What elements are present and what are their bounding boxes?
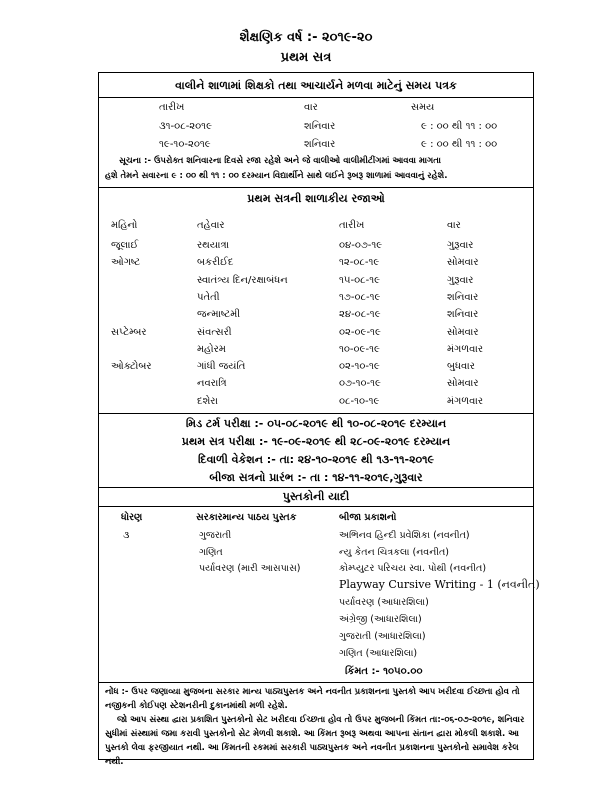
other-book: Playway Cursive Writing - 1 (નવનીત) [339,578,540,591]
other-book: ગુજરાતી (આધારશિલા) [339,631,426,642]
holiday-festival: બકરીઈદ [197,257,234,269]
meeting-title: વાલીને શાળામાં શિક્ષકો તથા આચાર્યને મળવા માટેનું સમય પત્રક [175,79,457,92]
divider [99,97,533,98]
other-book: પર્યાવરણ (આધારશિલા) [339,597,429,608]
divider [99,487,533,488]
holiday-day: ગુરૂવાર [447,240,474,251]
holiday-festival: સંવત્સરી [197,326,232,338]
other-book: અંગ્રેજી (આધારશિલા) [339,614,422,625]
holiday-festival: જન્માષ્ટમી [197,309,241,321]
holiday-festival: નવરાત્રિ [197,378,227,390]
holiday-month: ઓક્ટોબર [111,361,152,373]
books-price: કિંમત :- ૧૦૫૦.૦૦ [345,666,423,677]
other-book: અભિનવ હિન્દી પ્રવેશિકા (નવનીત) [339,530,470,541]
other-book: ગણિત (આધારશિલા) [339,648,418,659]
holiday-month: જૂલાઈ [111,240,139,251]
divider [99,187,533,188]
meeting-row-time: ૯ : ૦૦ થી ૧૧ : ૦૦ [421,121,498,132]
holiday-date: ૧૦-૦૯-૧૯ [339,343,380,355]
meeting-row-time: ૯ : ૦૦ થી ૧૧ : ૦૦ [421,139,498,150]
holiday-date: ૦૪-૦૭-૧૯ [339,240,383,251]
holiday-festival: ગાંધી જયંતિ [197,361,246,373]
meeting-note-line-1: સૂચના :- ઉપરોક્ત શનિવારના દિવસે રજા રહેશે અને જે વાલીઓ વાલીમીટીંગમાં આવવા માગતા [119,156,441,166]
page-title: શૈક્ષણિક વર્ષ :- ૨૦૧૯-૨૦ [239,30,373,45]
holiday-day: મંગળવાર [447,343,484,355]
meeting-header-time: સમય [411,102,435,113]
meeting-header-day: વાર [304,102,318,113]
holiday-day: સોમવાર [447,326,479,338]
holiday-day: ગુરૂવાર [447,274,474,286]
govt-book: ગુજરાતી [199,530,232,541]
holiday-date: ૦૨-૧૦-૧૯ [339,361,380,373]
holidays-header-day: વાર [447,220,461,231]
divider [99,682,533,683]
other-book: કોમ્પ્યુટર પરિચય સ્વા. પોથી (નવનીત) [339,563,487,574]
meeting-note-line-2: હશે તેમને સવારના ૯ : ૦૦ થી ૧૧ : ૦૦ દરમ્યાન વિદ્યાર્થીને સાથે લઈને રૂબરૂ શાળામાં આવવાનું રહેશે. [105,171,448,181]
holiday-date: ૧૭-૦૮-૧૯ [339,291,381,303]
holiday-day: સોમવાર [447,257,479,269]
meeting-row-day: શનિવાર [304,121,336,132]
holiday-festival: દશેરા [197,395,218,407]
holidays-title: પ્રથમ સત્રની શાળાકીય રજાઓ [247,192,385,205]
meeting-row-date: ૧૯-૧૦-૨૦૧૯ [159,139,211,150]
holiday-festival: રથયાત્રા [197,240,230,251]
books-header-standard: ધોરણ [121,512,143,523]
holiday-day: બુધવાર [447,361,475,373]
diwali-vacation: દિવાળી વેકેશન :- તા: ૨૪-૧૦-૨૦૧૯ થી ૧૩-૧૧-૨૦૧૯ [197,453,435,466]
holiday-date: ૦૭-૧૦-૧૯ [339,378,381,390]
holidays-header-festival: તહેવાર [197,220,225,231]
exam-first-term: પ્રથમ સત્ર પરીક્ષા :- ૧૯-૦૯-૨૦૧૯ થી ૨૮-૦૯-૨૦૧૯ દરમ્યાન [181,435,451,448]
meeting-row-date: ૩૧-૦૮-૨૦૧૯ [159,121,213,132]
holiday-date: ૧૫-૦૮-૧૯ [339,274,381,286]
meeting-header-date: તારીખ [159,102,185,113]
holiday-festival: સ્વાતંત્ર્ય દિન/રક્ષાબંધન [197,274,288,286]
term-title: પ્રથમ સત્ર [280,50,332,65]
govt-book: પર્યાવરણ (મારી આસપાસ) [199,563,301,574]
holiday-festival: પતેતી [197,291,220,303]
holiday-date: ૨૪-૦૮-૧૯ [339,309,381,321]
standard-value: ૩ [123,530,130,541]
books-title: પુસ્તકોની યાદી [282,490,350,503]
holiday-day: શનિવાર [447,309,479,321]
schedule-box [98,72,540,767]
divider [99,506,533,507]
holiday-date: ૦૮-૧૦-૧૯ [339,395,380,407]
second-term-start: બીજા સત્રનો પ્રારંભ :- તા : ૧૪-૧૧-૨૦૧૯,ગુરૂવાર [209,471,423,484]
holiday-day: શનિવાર [447,291,479,303]
holiday-month: ઓગષ્ટ [111,257,141,269]
govt-book: ગણિત [199,547,223,558]
divider [99,413,533,414]
holidays-header-month: મહિનો [111,220,138,231]
footer-note-1: નોંધ :- ઉપર જણાવ્યા મુજબના સરકાર માન્ય પાઠ્યપુસ્તક અને નવનીત પ્રકાશનના પુસ્તકો આપ ખરીદવા ઈચ્છતા હોવ તો નજીકની કોઈપણ સ્ટેશનરીની દુકાનમાંથી મળી રહેશે. [105,687,520,711]
exam-midterm: મિડ ટર્મ પરીક્ષા :- ૦૫-૦૮-૨૦૧૯ થી ૧૦-૦૮-૨૦૧૯ દરમ્યાન [185,417,447,430]
holidays-header-date: તારીખ [339,220,365,231]
holiday-month: સપ્ટેમ્બર [111,326,147,338]
holiday-date: ૧૨-૦૮-૧૯ [339,257,380,269]
meeting-row-day: શનિવાર [304,139,336,150]
footer-note-2: જો આપ સંસ્થા દ્વારા પ્રકાશિત પુસ્તકોનો સેટ ખરીદવા ઈચ્છતા હોવ તો ઉપર મુજબની કિંમત તા:-૦૬-૦૭-૨૦૧૯, શનિવાર સુધીમાં સંસ્થામાં જમા કરાવી પુસ્તકોનો સેટ મેળવી શકાશે. આ કિંમત રૂબરૂ અથવા આપના સંતાન દ્વારા મોકલી શકાશે. આ પુસ્તકો લેવા ફરજીયાત નથી. આ કિંમતની રકમમાં સરકારી પાઠ્યપુસ્તક અને નવનીત પ્રકાશનના પુસ્તકોનો સમાવેશ કરેલ નથી. [105,715,525,767]
holiday-day: મંગળવાર [447,395,484,407]
books-header-govt: સરકારમાન્ય પાઠય પુસ્તક [196,512,297,523]
other-book: ન્યુ કેતન ચિત્રકલા (નવનીત) [339,547,449,558]
holiday-day: સોમવાર [447,378,479,390]
books-header-other: બીજા પ્રકાશનો [339,512,397,523]
holiday-date: ૦૨-૦૯-૧૯ [339,326,381,338]
holiday-festival: મહોરમ [197,343,226,355]
